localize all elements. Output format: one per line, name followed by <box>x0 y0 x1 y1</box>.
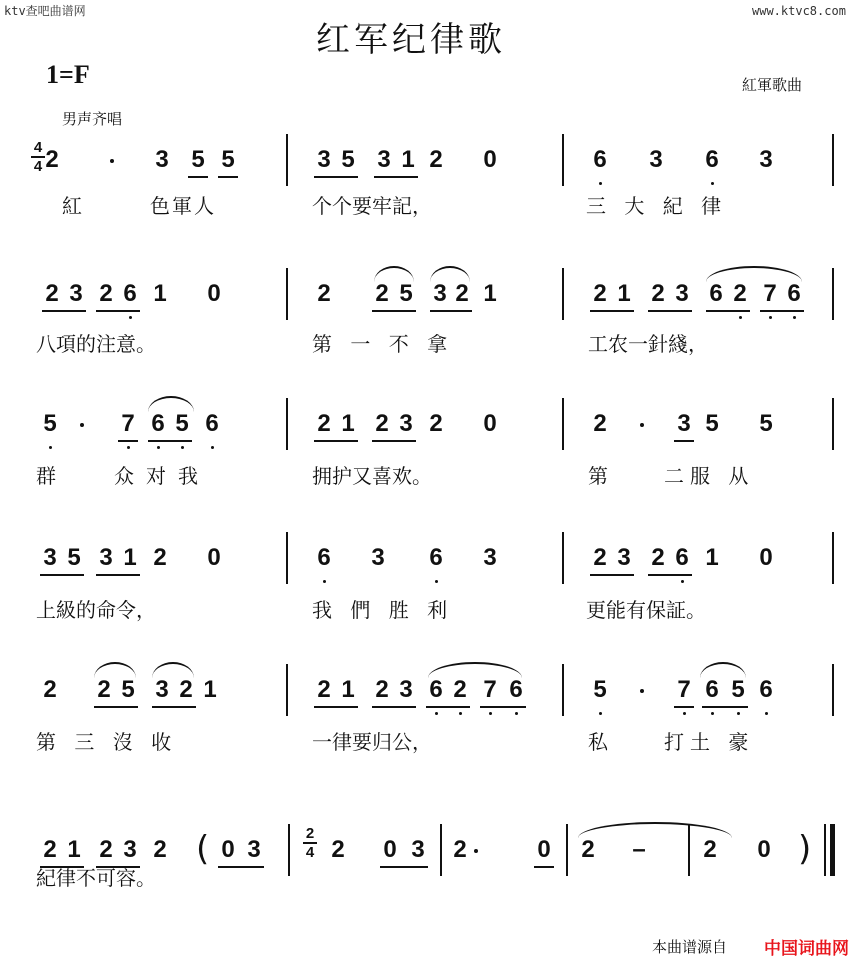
beam-underline <box>372 440 416 442</box>
note-digit: 6 <box>123 280 137 307</box>
note-digit: 5 <box>191 146 205 173</box>
note-digit: 2 <box>99 280 113 307</box>
octave-dot <box>435 580 438 583</box>
note-digit: 0 <box>221 836 235 863</box>
note-digit: 2 <box>593 544 607 571</box>
note-digit: 6 <box>705 146 719 173</box>
note-digit: 3 <box>649 146 663 173</box>
note-digit: 3 <box>483 544 497 571</box>
lyric-segment: 我 們 胜 利 <box>312 598 454 622</box>
barline <box>562 664 564 716</box>
octave-dot <box>793 316 796 319</box>
note-digit: 1 <box>123 544 137 571</box>
octave-dot <box>323 580 326 583</box>
lyric-segment: 三 大 紀 律 <box>586 194 728 218</box>
note-digit: 6 <box>317 544 331 571</box>
watermark-right: www.ktvc8.com <box>752 4 846 18</box>
note-digit: 2 <box>733 280 747 307</box>
beam-underline <box>372 310 416 312</box>
lyric-segment: 私 <box>588 730 608 754</box>
beam-underline <box>314 176 358 178</box>
note-digit: 6 <box>429 676 443 703</box>
note-digit: 5 <box>67 544 81 571</box>
beam-underline <box>674 706 694 708</box>
lyric-segment: 个个要牢記， <box>312 194 432 218</box>
note-digit: 0 <box>207 544 221 571</box>
note-digit: 2 <box>429 410 443 437</box>
note-digit: 6 <box>709 280 723 307</box>
octave-dot <box>157 446 160 449</box>
note-digit: 3 <box>411 836 425 863</box>
footer-site-link[interactable]: 中国词曲网 <box>764 939 849 959</box>
note-digit: 5 <box>121 676 135 703</box>
note-digit: 1 <box>705 544 719 571</box>
composer-credit: 紅軍歌曲 <box>742 76 803 94</box>
note-digit: 2 <box>453 836 467 863</box>
note-digit: 6 <box>205 410 219 437</box>
note-digit: 2 <box>651 280 665 307</box>
barline <box>286 134 288 186</box>
note-digit: 2 <box>153 544 167 571</box>
note-digit: 5 <box>759 410 773 437</box>
beam-underline <box>314 706 358 708</box>
slur-tie <box>706 266 802 282</box>
lyric-segment: 色軍人 <box>150 194 216 218</box>
performance-note: 男声齐唱 <box>62 110 123 128</box>
beam-underline <box>590 310 634 312</box>
note-digit: 2 <box>179 676 193 703</box>
note-digit: 6 <box>509 676 523 703</box>
slur-tie <box>578 822 732 838</box>
sustain-dash: – <box>632 836 646 863</box>
slur-tie <box>700 662 746 678</box>
beam-underline <box>426 706 470 708</box>
octave-dot <box>711 712 714 715</box>
note-digit: 7 <box>677 676 691 703</box>
octave-dot <box>49 446 52 449</box>
barline <box>832 268 834 320</box>
octave-dot <box>599 712 602 715</box>
slur-tie <box>94 662 136 678</box>
barline <box>832 664 834 716</box>
note-digit: 3 <box>371 544 385 571</box>
note-digit: 3 <box>247 836 261 863</box>
barline <box>832 532 834 584</box>
note-digit: 2 <box>375 676 389 703</box>
beam-underline <box>760 310 804 312</box>
note-digit: 2 <box>331 836 345 863</box>
octave-dot <box>737 712 740 715</box>
note-digit: 5 <box>705 410 719 437</box>
barline <box>562 268 564 320</box>
note-digit: 2 <box>43 676 57 703</box>
time-signature-start-bottom: 4 <box>33 158 43 175</box>
lyric-segment: 一律要归公， <box>312 730 432 754</box>
octave-dot <box>181 446 184 449</box>
lyric-segment: 打土 豪 <box>664 730 755 754</box>
time-signature-change-bottom: 4 <box>305 844 315 861</box>
lyric-segment: 第 <box>588 464 608 488</box>
slur-tie <box>374 266 414 282</box>
note-digit: 3 <box>399 410 413 437</box>
note-digit: 0 <box>537 836 551 863</box>
beam-underline <box>590 574 634 576</box>
barline <box>562 398 564 450</box>
beam-underline <box>648 310 692 312</box>
note-digit: 3 <box>43 544 57 571</box>
note-digit: 2 <box>453 676 467 703</box>
note-digit: 2 <box>455 280 469 307</box>
beam-underline <box>648 574 692 576</box>
note-digit: 1 <box>153 280 167 307</box>
paren-close: ) <box>798 829 812 869</box>
barline <box>288 824 290 876</box>
note-digit: 5 <box>731 676 745 703</box>
beam-underline <box>42 310 86 312</box>
note-digit: 1 <box>617 280 631 307</box>
augmentation-dot <box>474 849 478 853</box>
note-digit: 2 <box>593 280 607 307</box>
lyric-segment: 上級的命令， <box>36 598 156 622</box>
time-signature-start-top: 4 <box>33 139 43 156</box>
beam-underline <box>118 440 138 442</box>
octave-dot <box>489 712 492 715</box>
beam-underline <box>148 440 192 442</box>
beam-underline <box>702 706 748 708</box>
note-digit: 5 <box>399 280 413 307</box>
note-digit: 6 <box>675 544 689 571</box>
octave-dot <box>127 446 130 449</box>
note-digit: 3 <box>317 146 331 173</box>
beam-underline <box>480 706 526 708</box>
barline <box>562 532 564 584</box>
note-digit: 5 <box>593 676 607 703</box>
note-digit: 2 <box>317 410 331 437</box>
note-digit: 3 <box>155 146 169 173</box>
note-digit: 3 <box>677 410 691 437</box>
lyric-segment: 第 一 不 拿 <box>312 332 454 356</box>
octave-dot <box>459 712 462 715</box>
barline <box>286 268 288 320</box>
octave-dot <box>711 182 714 185</box>
note-digit: 1 <box>67 836 81 863</box>
slur-tie <box>148 396 194 412</box>
lyric-segment: 第 三 沒 收 <box>36 730 178 754</box>
note-digit: 6 <box>593 146 607 173</box>
beam-underline <box>314 440 358 442</box>
beam-underline <box>152 706 196 708</box>
note-digit: 6 <box>151 410 165 437</box>
note-digit: 6 <box>787 280 801 307</box>
beam-underline <box>374 176 418 178</box>
barline <box>562 134 564 186</box>
note-digit: 7 <box>483 676 497 703</box>
note-digit: 2 <box>317 280 331 307</box>
lyric-segment: 拥护又喜欢。 <box>312 464 432 488</box>
note-digit: 5 <box>175 410 189 437</box>
note-digit: 2 <box>375 410 389 437</box>
octave-dot <box>211 446 214 449</box>
note-digit: 3 <box>399 676 413 703</box>
lyric-segment: 工农一針綫， <box>588 332 708 356</box>
note-digit: 7 <box>763 280 777 307</box>
note-digit: 3 <box>759 146 773 173</box>
note-digit: 2 <box>429 146 443 173</box>
beam-underline <box>218 866 264 868</box>
note-digit: 2 <box>581 836 595 863</box>
lyric-segment: 更能有保証。 <box>586 598 706 622</box>
note-digit: 1 <box>203 676 217 703</box>
note-digit: 0 <box>757 836 771 863</box>
note-digit: 2 <box>45 280 59 307</box>
beam-underline <box>430 310 472 312</box>
note-digit: 2 <box>153 836 167 863</box>
note-digit: 2 <box>45 146 59 173</box>
note-digit: 0 <box>759 544 773 571</box>
note-digit: 7 <box>121 410 135 437</box>
lyric-segment: 二服 从 <box>664 464 755 488</box>
note-digit: 1 <box>341 676 355 703</box>
note-digit: 6 <box>429 544 443 571</box>
note-digit: 5 <box>221 146 235 173</box>
key-signature: 1=F <box>46 60 90 89</box>
beam-underline <box>674 440 694 442</box>
note-digit: 2 <box>97 676 111 703</box>
octave-dot <box>681 580 684 583</box>
barline <box>566 824 568 876</box>
note-digit: 3 <box>69 280 83 307</box>
note-digit: 0 <box>383 836 397 863</box>
note-digit: 3 <box>99 544 113 571</box>
beam-underline <box>96 310 140 312</box>
octave-dot <box>129 316 132 319</box>
note-digit: 6 <box>759 676 773 703</box>
song-title: 红军纪律歌 <box>316 20 506 60</box>
final-barline <box>830 824 835 876</box>
beam-underline <box>188 176 208 178</box>
note-digit: 1 <box>401 146 415 173</box>
octave-dot <box>599 182 602 185</box>
octave-dot <box>739 316 742 319</box>
augmentation-dot <box>640 423 644 427</box>
note-digit: 1 <box>483 280 497 307</box>
note-digit: 3 <box>155 676 169 703</box>
lyric-segment: 紀律不可容。 <box>36 866 156 890</box>
barline <box>286 532 288 584</box>
note-digit: 3 <box>123 836 137 863</box>
slur-tie <box>152 662 194 678</box>
note-digit: 3 <box>433 280 447 307</box>
augmentation-dot <box>80 423 84 427</box>
beam-underline <box>40 574 84 576</box>
barline <box>286 664 288 716</box>
note-digit: 3 <box>675 280 689 307</box>
slur-tie <box>430 266 470 282</box>
note-digit: 2 <box>593 410 607 437</box>
beam-underline <box>218 176 238 178</box>
beam-underline <box>372 706 416 708</box>
note-digit: 6 <box>705 676 719 703</box>
beam-underline <box>706 310 750 312</box>
note-digit: 3 <box>617 544 631 571</box>
time-signature-change-top: 2 <box>305 825 315 842</box>
beam-underline <box>94 706 138 708</box>
lyric-segment: 八項的注意。 <box>36 332 156 356</box>
barline <box>832 134 834 186</box>
note-digit: 2 <box>317 676 331 703</box>
barline <box>286 398 288 450</box>
note-digit: 2 <box>703 836 717 863</box>
barline <box>824 824 826 876</box>
octave-dot <box>683 712 686 715</box>
octave-dot <box>769 316 772 319</box>
beam-underline <box>96 574 140 576</box>
note-digit: 5 <box>341 146 355 173</box>
octave-dot <box>765 712 768 715</box>
footer-source-label: 本曲谱源自 <box>652 938 728 956</box>
slur-tie <box>428 662 522 678</box>
note-digit: 2 <box>99 836 113 863</box>
barline <box>832 398 834 450</box>
note-digit: 2 <box>43 836 57 863</box>
watermark-left: ktv查吧曲谱网 <box>4 4 86 18</box>
note-digit: 0 <box>483 410 497 437</box>
beam-underline <box>534 866 554 868</box>
lyric-segment: 众对我 <box>114 464 210 488</box>
note-digit: 1 <box>341 410 355 437</box>
note-digit: 0 <box>483 146 497 173</box>
barline <box>440 824 442 876</box>
octave-dot <box>515 712 518 715</box>
octave-dot <box>435 712 438 715</box>
note-digit: 3 <box>377 146 391 173</box>
augmentation-dot <box>640 689 644 693</box>
paren-open: ( <box>196 829 210 869</box>
note-digit: 5 <box>43 410 57 437</box>
lyric-segment: 群 <box>36 464 56 488</box>
note-digit: 0 <box>207 280 221 307</box>
note-digit: 2 <box>375 280 389 307</box>
beam-underline <box>380 866 428 868</box>
augmentation-dot <box>110 159 114 163</box>
note-digit: 2 <box>651 544 665 571</box>
lyric-segment: 紅 <box>62 194 82 218</box>
